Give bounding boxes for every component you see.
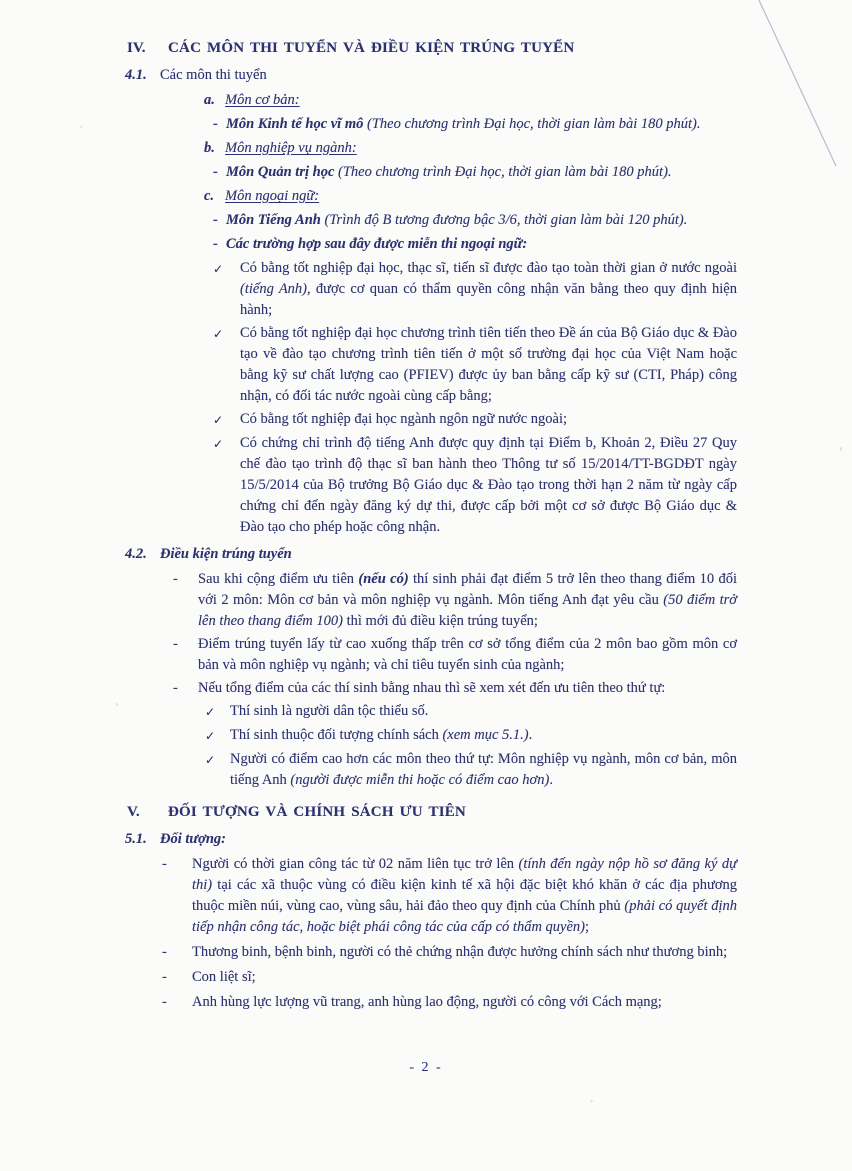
dash-bullet: - <box>173 571 178 587</box>
checkmark-icon: ✓ <box>213 262 224 276</box>
dash-bullet: - <box>213 236 218 252</box>
section-heading-v <box>0 802 737 823</box>
checkmark-icon: ✓ <box>205 753 216 767</box>
paragraph-text: Người có điểm cao hơn các môn theo thứ tự: Môn nghiệp vụ ngành, môn cơ bản, môn tiếng Anh (người được miễn thi hoặc có điểm cao hơn). <box>230 751 737 788</box>
dash-item <box>0 569 737 632</box>
dash-bullet: - <box>162 994 167 1010</box>
subsection-number: 4.2. <box>125 546 147 562</box>
check-item <box>0 701 737 723</box>
dash-item <box>0 992 737 1013</box>
checkmark-icon: ✓ <box>205 729 216 743</box>
paragraph-text: Thí sinh thuộc đối tượng chính sách (xem mục 5.1.). <box>230 727 533 743</box>
section-title: CÁC MÔN THI TUYỂN VÀ ĐIỀU KIỆN TRÚNG TUYỂN <box>168 40 575 56</box>
dash-bullet: - <box>162 944 167 960</box>
dash-bullet: - <box>213 212 218 228</box>
list-item-a <box>0 90 737 111</box>
list-marker: a. <box>204 92 215 108</box>
scan-speck <box>80 126 82 128</box>
check-item <box>0 258 737 321</box>
page-number: - 2 - <box>409 1060 443 1075</box>
paragraph-text: Môn Tiếng Anh (Trình độ B tương đương bậc 3/6, thời gian làm bài 120 phút). <box>226 212 688 228</box>
list-marker: b. <box>204 140 215 156</box>
checkmark-icon: ✓ <box>213 413 224 427</box>
paragraph-text: Thương binh, bệnh binh, người có thẻ chứng nhận được hưởng chính sách như thương binh; <box>192 944 728 960</box>
subsection-5-1 <box>0 829 737 850</box>
list-item-c <box>0 186 737 207</box>
section-number: V. <box>127 804 140 820</box>
paragraph-text: Nếu tổng điểm của các thí sinh bằng nhau thì sẽ xem xét đến ưu tiên theo thứ tự: <box>198 680 666 696</box>
paragraph-text: Thí sinh là người dân tộc thiểu số. <box>230 703 429 719</box>
check-item <box>0 749 737 791</box>
paragraph-text: Điểm trúng tuyển lấy từ cao xuống thấp trên cơ sở tổng điểm của 2 môn bao gồm môn cơ bản và môn nghiệp vụ ngành; và chỉ tiêu tuyển sinh của ngành; <box>198 636 737 673</box>
scan-speck <box>116 703 118 706</box>
check-item <box>0 409 737 431</box>
checkmark-icon: ✓ <box>213 327 224 341</box>
subsection-title: Điều kiện trúng tuyển <box>160 546 292 562</box>
dash-item <box>0 854 737 938</box>
dash-item <box>0 210 737 231</box>
paragraph-text: Có chứng chỉ trình độ tiếng Anh được quy định tại Điểm b, Khoản 2, Điều 27 Quy chế đào tạo trình độ thạc sĩ ban hành theo Thông tư số 15/2014/TT-BGDĐT ngày 15/5/2014 của Bộ trưởng Bộ Giáo dục & Đào tạo trong thời hạn 2 năm từ ngày cấp chứng chỉ đến ngày đăng ký dự thi, được cấp bởi một cơ sở được Bộ Giáo dục & Đào tạo cho phép hoặc công nhận. <box>240 435 737 535</box>
checkmark-icon: ✓ <box>213 437 224 451</box>
dash-bullet: - <box>213 116 218 132</box>
dash-item <box>0 114 737 135</box>
dash-item <box>0 942 737 963</box>
section-number: IV. <box>127 40 146 56</box>
check-item <box>0 725 737 747</box>
paragraph-text: Môn Quản trị học (Theo chương trình Đại học, thời gian làm bài 180 phút). <box>226 164 672 180</box>
dash-item <box>0 678 737 699</box>
dash-bullet: - <box>173 680 178 696</box>
dash-item <box>0 967 737 988</box>
paragraph-text: Anh hùng lực lượng vũ trang, anh hùng lao động, người có công với Cách mạng; <box>192 994 662 1010</box>
list-item-title: Môn ngoại ngữ: <box>225 188 320 204</box>
dash-bullet: - <box>173 636 178 652</box>
check-item <box>0 323 737 407</box>
paragraph-text: Có bằng tốt nghiệp đại học, thạc sĩ, tiến sĩ được đào tạo toàn thời gian ở nước ngoài (tiếng Anh), được cơ quan có thẩm quyền công nhận văn bằng theo quy định hiện hành; <box>240 260 737 318</box>
scan-speck <box>840 447 842 451</box>
subsection-4-2 <box>0 544 737 565</box>
dash-item <box>0 162 737 183</box>
list-item-b <box>0 138 737 159</box>
scan-artifact-line <box>748 0 852 178</box>
paragraph-text: Các trường hợp sau đây được miễn thi ngoại ngữ: <box>226 236 528 252</box>
dash-item <box>0 234 737 255</box>
paragraph-text: Sau khi cộng điểm ưu tiên (nếu có) thí sinh phải đạt điểm 5 trở lên theo thang điểm 10 đối với 2 môn: Môn cơ bản và môn nghiệp vụ ngành. Môn tiếng Anh đạt yêu cầu (50 điểm trở lên theo thang điểm 100) thì mới đủ điều kiện trúng tuyển; <box>198 571 737 629</box>
section-title: ĐỐI TƯỢNG VÀ CHÍNH SÁCH ƯU TIÊN <box>168 804 466 820</box>
checkmark-icon: ✓ <box>205 705 216 719</box>
list-item-title: Môn cơ bản: <box>225 92 300 108</box>
scan-speck <box>590 1100 593 1102</box>
subsection-title: Các môn thi tuyển <box>160 67 267 83</box>
check-item <box>0 433 737 538</box>
subsection-4-1 <box>0 65 737 86</box>
subsection-number: 5.1. <box>125 831 147 847</box>
dash-bullet: - <box>213 164 218 180</box>
paragraph-text: Có bằng tốt nghiệp đại học ngành ngôn ngữ nước ngoài; <box>240 411 568 427</box>
paragraph-text: Môn Kinh tế học vĩ mô (Theo chương trình Đại học, thời gian làm bài 180 phút). <box>226 116 701 132</box>
dash-bullet: - <box>162 969 167 985</box>
list-marker: c. <box>204 188 215 204</box>
subsection-title: Đối tượng: <box>160 831 227 847</box>
dash-item <box>0 634 737 676</box>
subsection-number: 4.1. <box>125 67 147 83</box>
list-item-title: Môn nghiệp vụ ngành: <box>225 140 357 156</box>
paragraph-text: Có bằng tốt nghiệp đại học chương trình tiên tiến theo Đề án của Bộ Giáo dục & Đào tạo về đào tạo chương trình tiên tiến ở một số trường đại học của Việt Nam hoặc bằng kỹ sư chất lượng cao (PFIEV) được ủy ban bằng cấp kỹ sư (CTI, Pháp) công nhận, có đối tác nước ngoài cùng cấp bằng; <box>240 325 737 404</box>
paragraph-text: Người có thời gian công tác từ 02 năm liên tục trở lên (tính đến ngày nộp hồ sơ đăng ký dự thi) tại các xã thuộc vùng có điều kiện kinh tế xã hội đặc biệt khó khăn ở các địa phương thuộc miền núi, vùng cao, vùng sâu, hải đảo theo quy định của Chính phủ (phải có quyết định tiếp nhận công tác, hoặc biệt phái công tác của cấp có thẩm quyền); <box>192 856 737 935</box>
paragraph-text: Con liệt sĩ; <box>192 969 256 985</box>
section-heading-iv <box>0 38 737 59</box>
dash-bullet: - <box>162 856 167 872</box>
